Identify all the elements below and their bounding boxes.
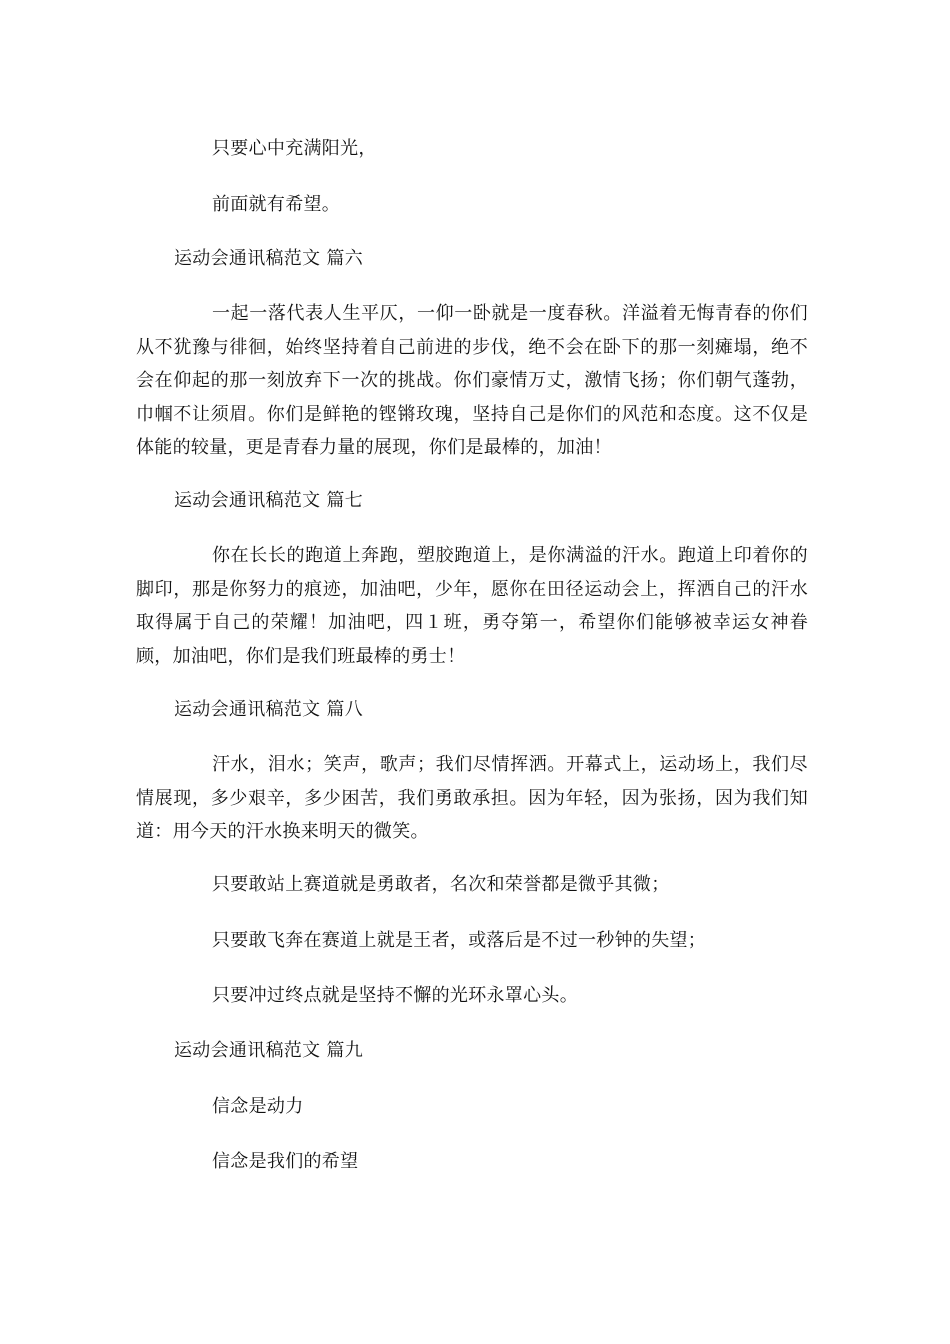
section-heading-6: 运动会通讯稿范文 篇六 bbox=[174, 248, 364, 269]
section-8-line-c: 只要冲过终点就是坚持不懈的光环永罩心头。 bbox=[212, 985, 578, 1006]
section-8-line-a: 只要敢站上赛道就是勇敢者，名次和荣誉都是微乎其微； bbox=[212, 874, 670, 895]
poem-line-hope: 前面就有希望。 bbox=[212, 194, 341, 215]
section-heading-8: 运动会通讯稿范文 篇八 bbox=[174, 699, 364, 720]
section-8-line-b: 只要敢飞奔在赛道上就是王者，或落后是不过一秒钟的失望； bbox=[212, 930, 707, 951]
poem-line-sunshine: 只要心中充满阳光， bbox=[212, 138, 377, 159]
section-heading-9: 运动会通讯稿范文 篇九 bbox=[174, 1040, 364, 1061]
section-paragraph-6: 一起一落代表人生平仄，一仰一卧就是一度春秋。洋溢着无悔青春的你们从不犹豫与徘徊，始终坚持着自己前进的步伐，绝不会在卧下的那一刻瘫塌，绝不会在仰起的那一刻放弃下一次的挑战。你们豪情万丈，激情飞扬；你们朝气蓬勃，巾帼不让须眉。你们是鲜艳的铿锵玫瑰，坚持自己是你们的风范和态度。这不仅是体能的较量，更是青春力量的展现，你们是最棒的，加油！ bbox=[136, 303, 808, 458]
section-heading-7: 运动会通讯稿范文 篇七 bbox=[174, 490, 364, 511]
section-9-line-b: 信念是我们的希望 bbox=[212, 1151, 359, 1172]
section-9-line-a: 信念是动力 bbox=[212, 1096, 304, 1117]
section-paragraph-7: 你在长长的跑道上奔跑，塑胶跑道上，是你满溢的汗水。跑道上印着你的脚印，那是你努力的痕迹，加油吧，少年，愿你在田径运动会上，挥洒自己的汗水取得属于自己的荣耀！加油吧，四１班，勇夺第一，希望你们能够被幸运女神眷顾，加油吧，你们是我们班最棒的勇士！ bbox=[136, 545, 808, 667]
section-paragraph-8: 汗水，泪水；笑声，歌声；我们尽情挥洒。开幕式上，运动场上，我们尽情展现，多少艰辛，多少困苦，我们勇敢承担。因为年轻，因为张扬，因为我们知道：用今天的汗水换来明天的微笑。 bbox=[136, 754, 808, 842]
